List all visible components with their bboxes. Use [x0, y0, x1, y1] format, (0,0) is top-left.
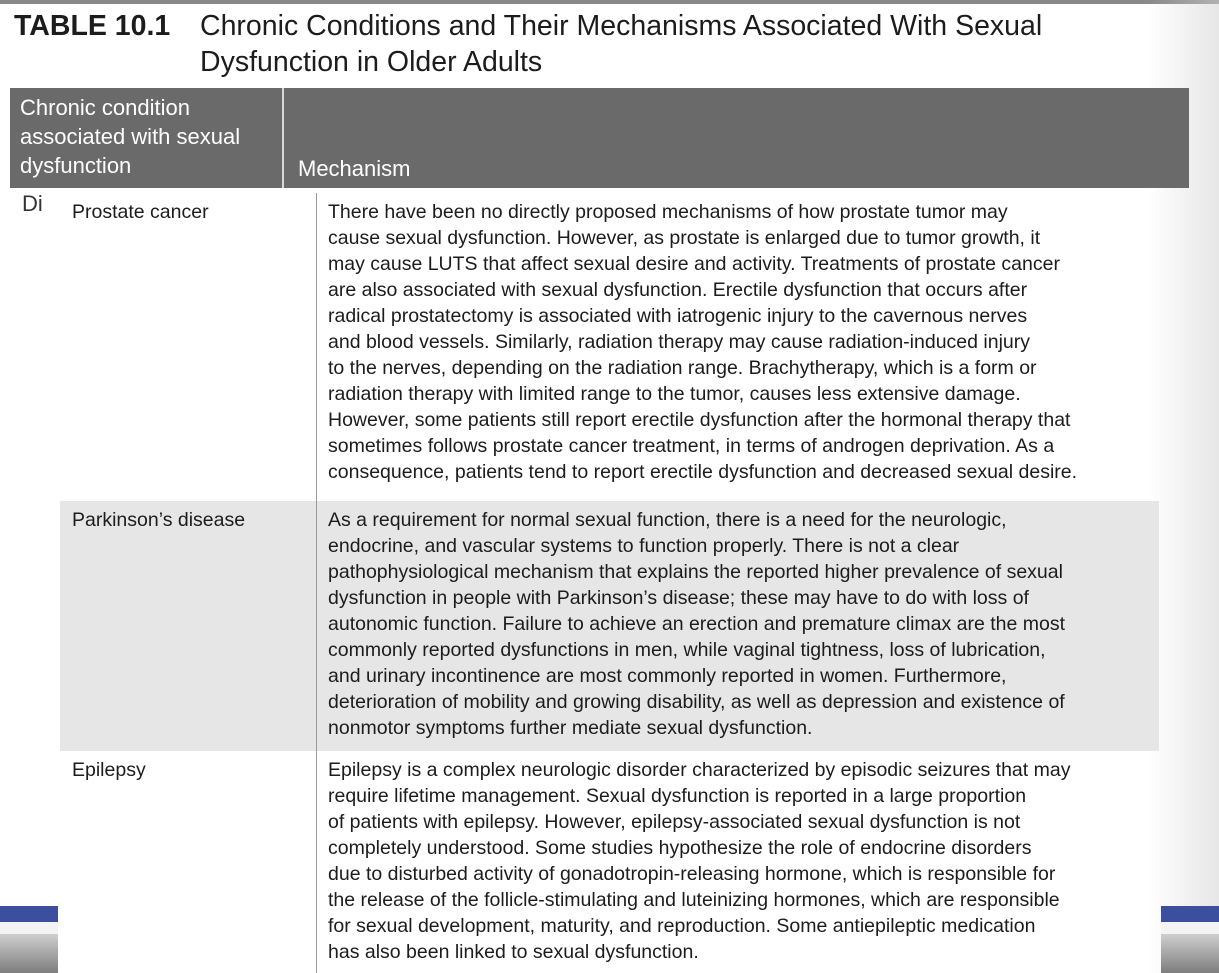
table-header	[10, 88, 1189, 188]
mechanism-line: for sexual development, maturity, and reproduction. Some antiepileptic medication	[328, 915, 1036, 937]
mechanism-line: the release of the follicle-stimulating and luteinizing hormones, which are responsible	[328, 889, 1060, 911]
condition-cell: Prostate cancer	[72, 201, 209, 223]
mechanism-line: and blood vessels. Similarly, radiation therapy may cause radiation-induced injury	[328, 331, 1030, 353]
column-divider	[316, 193, 317, 973]
table-row	[60, 193, 1159, 501]
top-rule	[0, 0, 1219, 4]
mechanism-line: dysfunction in people with Parkinson’s disease; these may have to do with loss of	[328, 587, 1029, 609]
mechanism-line: of patients with epilepsy. However, epilepsy-associated sexual dysfunction is not	[328, 811, 1021, 833]
mechanism-line: and urinary incontinence are most commonly reported in women. Furthermore,	[328, 665, 1007, 687]
mechanism-line: autonomic function. Failure to achieve an erection and premature climax are the most	[328, 613, 1066, 635]
mechanism-line: pathophysiological mechanism that explains the reported higher prevalence of sexual	[328, 561, 1063, 583]
mechanism-line: sometimes follows prostate cancer treatment, in terms of androgen deprivation. As a	[328, 435, 1055, 457]
condition-cell: Parkinson’s disease	[72, 509, 246, 531]
mechanism-line: nonmotor symptoms further mediate sexual dysfunction.	[328, 717, 813, 739]
mechanism-line: to the nerves, depending on the radiation range. Brachytherapy, which is a form or	[328, 357, 1037, 379]
mechanism-line: are also associated with sexual dysfunction. Erectile dysfunction that occurs after	[328, 279, 1028, 301]
slide-footer-bar-right	[1161, 906, 1219, 973]
mechanism-line: There have been no directly proposed mechanisms of how prostate tumor may	[328, 201, 1008, 223]
table-title	[14, 8, 1160, 80]
mechanism-line: cause sexual dysfunction. However, as prostate is enlarged due to tumor growth, it	[328, 227, 1041, 249]
mechanism-line: consequence, patients tend to report erectile dysfunction and decreased sexual desire.	[328, 461, 1078, 483]
table-number: TABLE 10.1	[14, 10, 171, 42]
header-mechanism: Mechanism	[298, 156, 411, 181]
mechanism-line: may cause LUTS that affect sexual desire and activity. Treatments of prostate cancer	[328, 253, 1060, 275]
header-condition: Chronic condition associated with sexual dysfunction	[10, 88, 284, 188]
mechanism-line: deterioration of mobility and growing disability, as well as depression and existence of	[328, 691, 1065, 713]
table-caption: Chronic Conditions and Their Mechanisms Associated With Sexual Dysfunction in Older Adults	[200, 10, 1043, 78]
cropped-stub-text: Di	[22, 191, 43, 216]
mechanism-line: due to disturbed activity of gonadotropin-releasing hormone, which is responsible for	[328, 863, 1056, 885]
mechanism-line: completely understood. Some studies hypothesize the role of endocrine disorders	[328, 837, 1032, 859]
table-row	[60, 751, 1159, 973]
mechanism-line: radiation therapy with limited range to the tumor, causes less extensive damage.	[328, 383, 1021, 405]
slide-footer-bar-left	[0, 906, 58, 973]
mechanism-line: endocrine, and vascular systems to function properly. There is not a clear	[328, 535, 960, 557]
mechanism-cell	[328, 507, 1154, 741]
mechanism-cell	[328, 199, 1154, 485]
mechanism-line: radical prostatectomy is associated with iatrogenic injury to the cavernous nerves	[328, 305, 1028, 327]
mechanism-line: has also been linked to sexual dysfunction.	[328, 941, 699, 963]
condition-cell: Epilepsy	[72, 759, 146, 781]
table-row	[60, 501, 1159, 751]
mechanism-line: Epilepsy is a complex neurologic disorder characterized by episodic seizures that may	[328, 759, 1071, 781]
mechanism-line: commonly reported dysfunctions in men, while vaginal tightness, loss of lubrication,	[328, 639, 1046, 661]
mechanism-line: However, some patients still report erectile dysfunction after the hormonal therapy that	[328, 409, 1071, 431]
mechanism-line: As a requirement for normal sexual function, there is a need for the neurologic,	[328, 509, 1007, 531]
mechanism-cell	[328, 757, 1154, 965]
mechanism-line: require lifetime management. Sexual dysfunction is reported in a large proportion	[328, 785, 1027, 807]
